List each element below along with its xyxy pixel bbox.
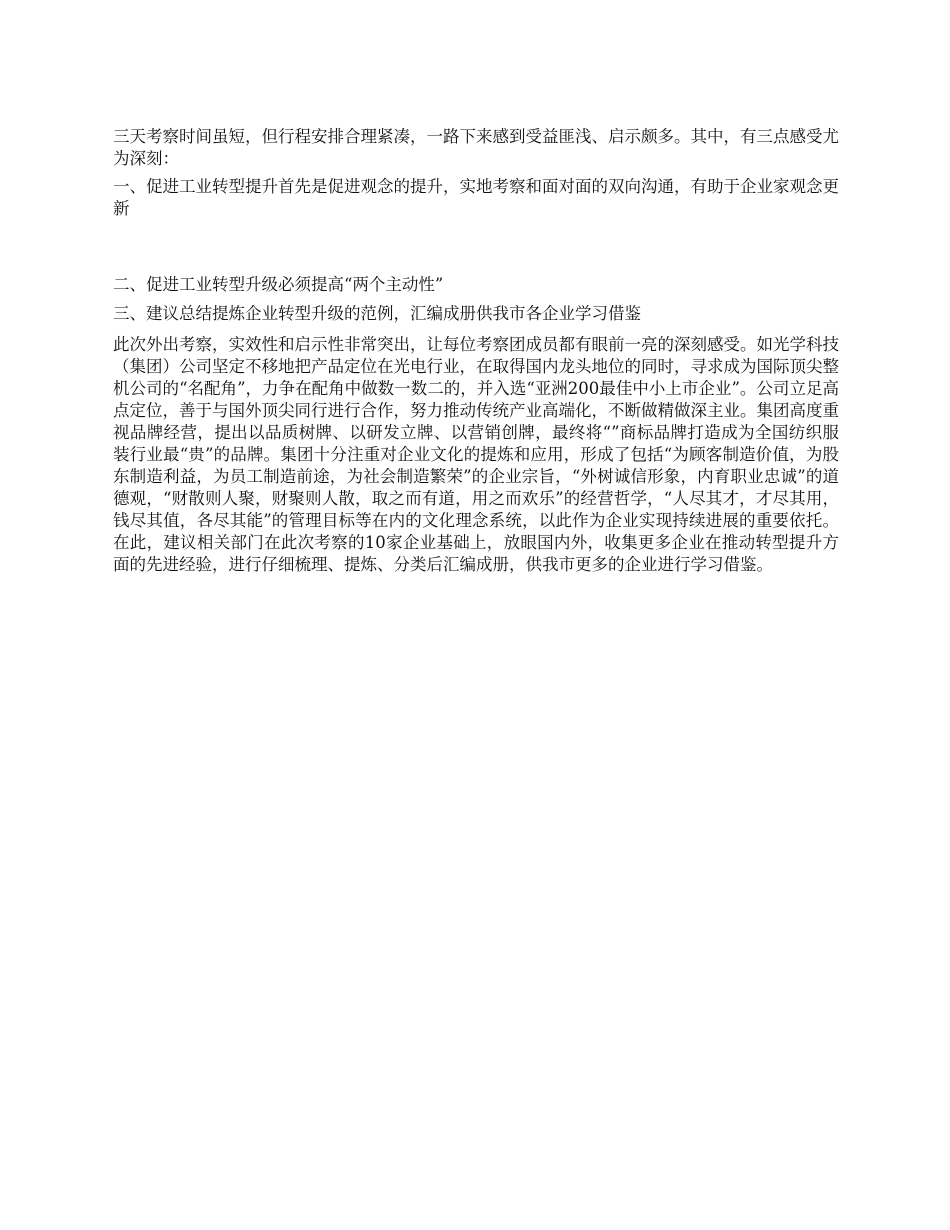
intro-paragraph: 三天考察时间虽短，但行程安排合理紧凑，一路下来感到受益匪浅、启示颇多。其中，有三点感受尤为深刻： [113,127,839,168]
blank-space [113,220,839,274]
document-body [113,126,839,576]
body-paragraph: 此次外出考察，实效性和启示性非常突出，让每位考察团成员都有眼前一亮的深刻感受。如光学科技（集团）公司坚定不移地把产品定位在光电行业，在取得国内龙头地位的同时，寻求成为国际顶尖整机公司的“名配角”，力争在配角中做数一数二的，并入选“亚洲200最佳中小上市企业”。公司立足高点定位，善于与国外顶尖同行进行合作，努力推动传统产业高端化，不断做精做深主业。集团高度重视品牌经营，提出以品质树牌、以研发立牌、以营销创牌，最终将“”商标品牌打造成为全国纺织服装行业最“贵”的品牌。集团十分注重对企业文化的提炼和应用，形成了包括“为顾客制造价值，为股东制造利益，为员工制造前途，为社会制造繁荣”的企业宗旨，“外树诚信形象，内育职业忠诚”的道德观，“财散则人聚，财聚则人散，取之而有道，用之而欢乐”的经营哲学，“人尽其才，才尽其用，钱尽其值，各尽其能”的管理目标等在内的文化理念系统，以此作为企业实现持续进展的重要依托。在此，建议相关部门在此次考察的10家企业基础上，放眼国内外，收集更多企业在推动转型提升方面的先进经验，进行仔细梳理、提炼、分类后汇编成册，供我市更多的企业进行学习借鉴。 [113,335,839,574]
point-two-heading: 二、促进工业转型升级必须提高“两个主动性” [113,275,444,294]
point-one-heading: 一、促进工业转型提升首先是促进观念的提升，实地考察和面对面的双向沟通，有助于企业家观念更新 [113,177,839,218]
point-three-heading: 三、建议总结提炼企业转型升级的范例，汇编成册供我市各企业学习借鉴 [113,304,641,323]
